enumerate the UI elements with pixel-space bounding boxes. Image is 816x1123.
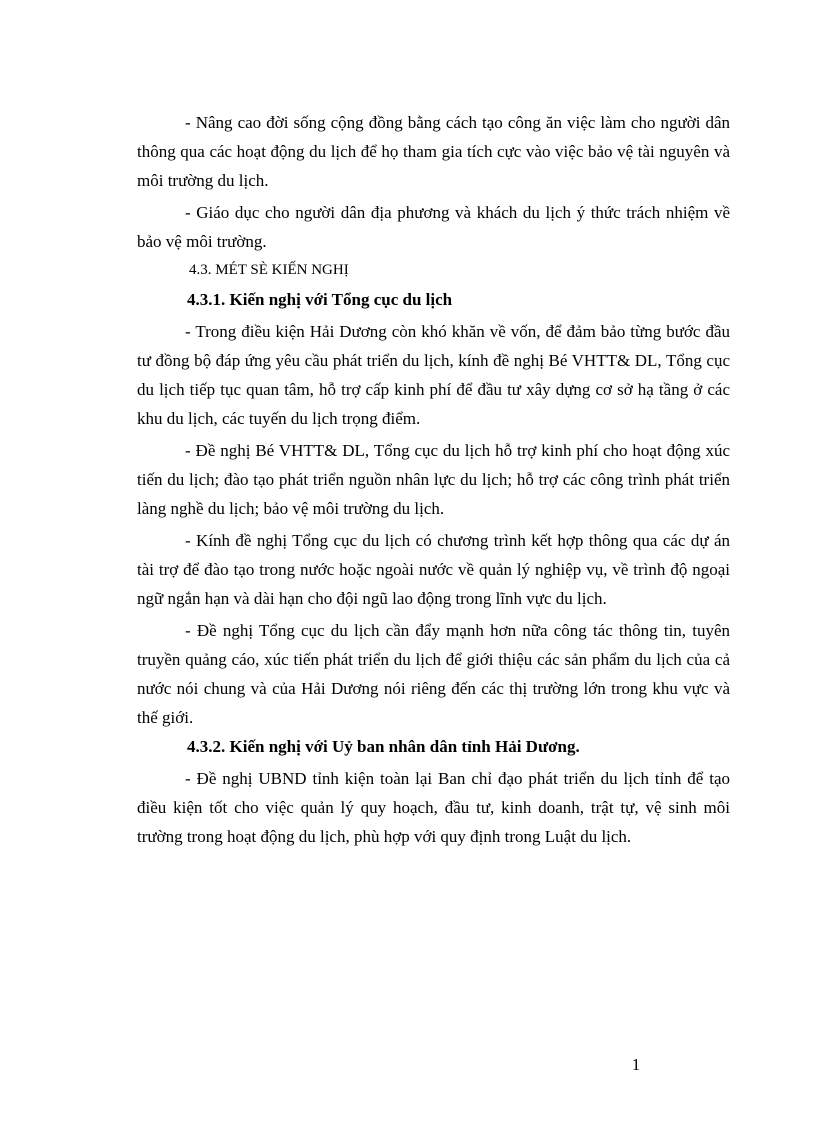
paragraph-promotion: - Đề nghị Tổng cục du lịch cần đẩy mạnh hơn nữa công tác thông tin, tuyên truyền quảng cáo, xúc tiến phát triển du lịch để giới thiệu các sản phẩm du lịch của cả nước nói chung và của Hải Dương nói riêng đến các thị trường lớn trong khu vực và thế giới. <box>137 621 730 727</box>
subsection-heading-2: 4.3.2. Kiến nghị với Uỷ ban nhân dân tỉnh Hải Dương. <box>187 737 580 756</box>
paragraph-investment: - Trong điều kiện Hải Dương còn khó khăn về vốn, để đảm bảo từng bước đầu tư đồng bộ đáp ứng yêu cầu phát triển du lịch, kính đề nghị Bé VHTT& DL, Tổng cục du lịch tiếp tục quan tâm, hỗ trợ cấp kinh phí để đầu tư xây dựng cơ sở hạ tầng ở các khu du lịch, các tuyến du lịch trọng điểm. <box>137 322 730 428</box>
section-heading: 4.3. MÉT SÈ KIẾN NGHỊ <box>189 262 349 278</box>
paragraph-education: - Giáo dục cho người dân địa phương và khách du lịch ý thức trách nhiệm về bảo vệ môi trường. <box>137 203 730 251</box>
paragraph-community-life: - Nâng cao đời sống cộng đồng bằng cách tạo công ăn việc làm cho người dân thông qua các hoạt động du lịch để họ tham gia tích cực vào việc bảo vệ tài nguyên và môi trường du lịch. <box>137 113 730 190</box>
page-number: 1 <box>631 1055 641 1074</box>
paragraph-ubnd: - Đề nghị UBND tỉnh kiện toàn lại Ban chỉ đạo phát triển du lịch tỉnh để tạo điều kiện tốt cho việc quản lý quy hoạch, đầu tư, kinh doanh, trật tự, vệ sinh môi trường trong hoạt động du lịch, phù hợp với quy định trong Luật du lịch. <box>137 769 730 846</box>
paragraph-training: - Kính đề nghị Tổng cục du lịch có chương trình kết hợp thông qua các dự án tài trợ để đào tạo trong nước hoặc ngoài nước về quản lý nghiệp vụ, về trình độ ngoại ngữ ngắn hạn và dài hạn cho đội ngũ lao động trong lĩnh vực du lịch. <box>137 531 730 608</box>
subsection-heading-1: 4.3.1. Kiến nghị với Tổng cục du lịch <box>187 290 453 309</box>
paragraph-funding-support: - Đề nghị Bé VHTT& DL, Tổng cục du lịch hỗ trợ kinh phí cho hoạt động xúc tiến du lịch; đào tạo phát triển nguồn nhân lực du lịch; hỗ trợ các công trình phát triển làng nghề du lịch; bảo vệ môi trường du lịch. <box>137 441 730 518</box>
document-body <box>137 108 730 851</box>
